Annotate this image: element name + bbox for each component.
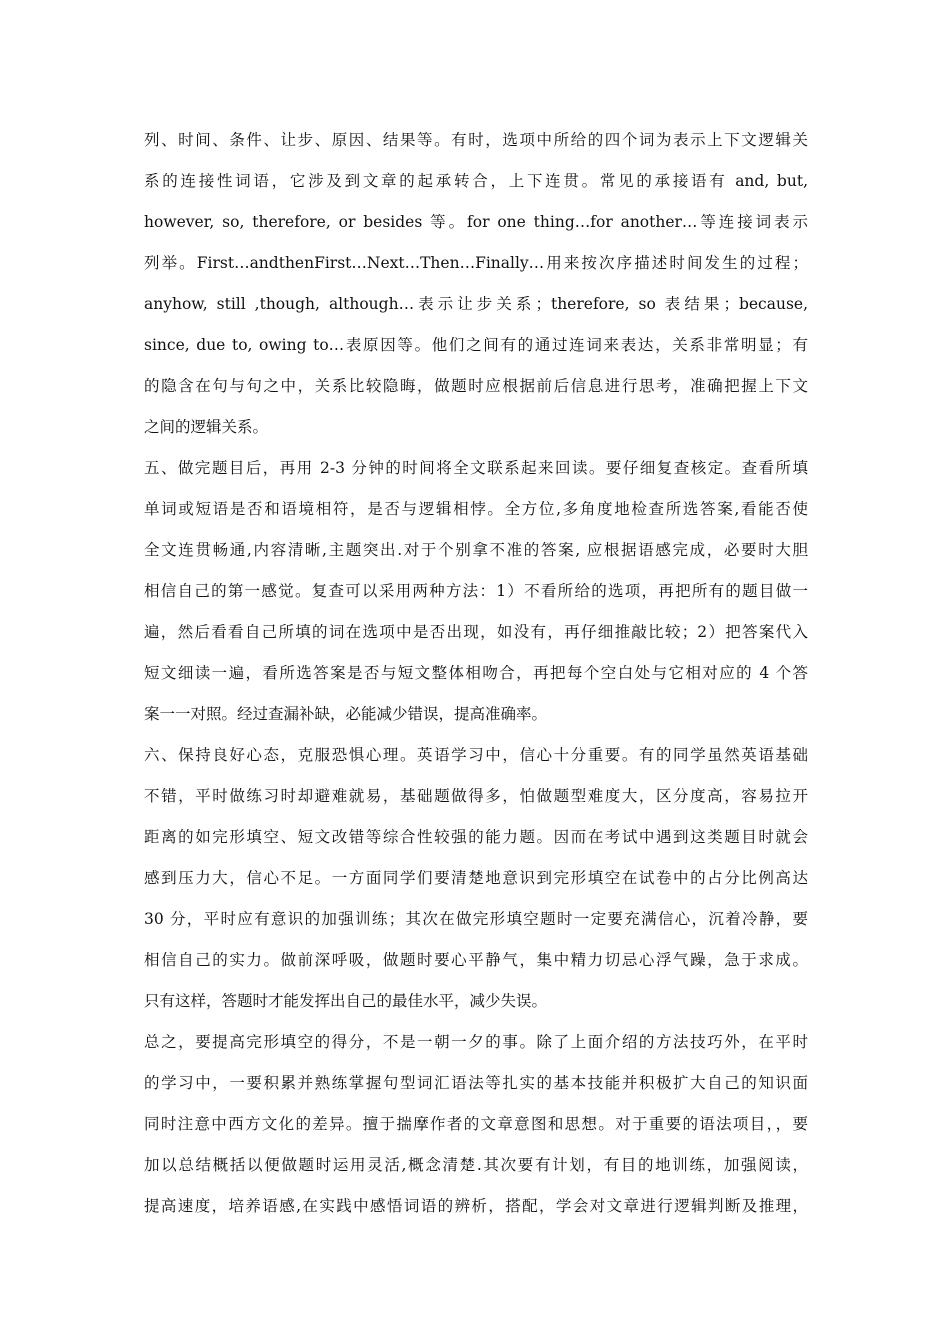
text-line: 相信自己的第一感觉。复查可以采用两种方法：1）不看所给的选项，再把所有的题目做一 (144, 582, 808, 600)
text-line: 加以总结概括以便做题时运用灵活,概念清楚.其次要有计划，有目的地训练，加强阅读， (144, 1156, 808, 1174)
text-line: 五、做完题目后，再用 2-3 分钟的时间将全文联系起来回读。要仔细复查核定。查看所填 (144, 459, 808, 477)
text-line: 六、保持良好心态，克服恐惧心理。英语学习中，信心十分重要。有的同学虽然英语基础 (144, 746, 808, 764)
text-line: since, due to, owing to…表原因等。他们之间有的通过连词来表达，关系非常明显；有 (144, 336, 808, 354)
text-line: 全文连贯畅通,内容清晰,主题突出.对于个别拿不准的答案, 应根据语感完成，必要时大胆 (144, 541, 808, 559)
text-line: anyhow, still ,though, although…表示让步关系；therefore, so 表结果；because, (144, 295, 808, 313)
text-line: 只有这样，答题时才能发挥出自己的最佳水平，减少失误。 (144, 992, 548, 1010)
text-line: 系的连接性词语，它涉及到文章的起承转合，上下连贯。常见的承接语有 and, but, (144, 172, 808, 190)
text-line: 单词或短语是否和语境相符，是否与逻辑相悖。全方位,多角度地检查所选答案,看能否使 (144, 500, 808, 518)
text-line: 之间的逻辑关系。 (144, 418, 269, 436)
text-line: 列举。First…andthenFirst…Next…Then…Finally…用来按次序描述时间发生的过程； (144, 254, 808, 272)
text-line: 不错，平时做练习时却避难就易，基础题做得多，怕做题型难度大，区分度高，容易拉开 (144, 787, 808, 805)
text-line: 感到压力大，信心不足。一方面同学们要清楚地意识到完形填空在试卷中的占分比例高达 (144, 869, 808, 887)
text-line: 提高速度，培养语感,在实践中感悟词语的辨析，搭配，学会对文章进行逻辑判断及推理， (144, 1197, 808, 1215)
text-line: 案一一对照。经过查漏补缺，必能减少错误，提高准确率。 (144, 705, 548, 723)
text-line: 总之，要提高完形填空的得分，不是一朝一夕的事。除了上面介绍的方法技巧外，在平时 (144, 1033, 808, 1051)
text-line: however, so, therefore, or besides 等。for one thing…for another…等连接词表示 (144, 213, 808, 231)
text-line: 的隐含在句与句之中，关系比较隐晦，做题时应根据前后信息进行思考，准确把握上下文 (144, 377, 808, 395)
text-line: 的学习中，一要积累并熟练掌握句型词汇语法等扎实的基本技能并积极扩大自己的知识面 (144, 1074, 808, 1092)
text-line: 相信自己的实力。做前深呼吸，做题时要心平静气，集中精力切忌心浮气躁，急于求成。 (144, 951, 808, 969)
text-line: 距离的如完形填空、短文改错等综合性较强的能力题。因而在考试中遇到这类题目时就会 (144, 828, 808, 846)
text-line: 30 分，平时应有意识的加强训练；其次在做完形填空题时一定要充满信心，沉着冷静，要 (144, 910, 808, 928)
document-page (144, 120, 808, 1227)
text-line: 遍，然后看看自己所填的词在选项中是否出现，如没有，再仔细推敲比较；2）把答案代入 (144, 623, 808, 641)
text-line: 同时注意中西方文化的差异。擅于揣摩作者的文章意图和思想。对于重要的语法项目，，要 (144, 1115, 808, 1133)
text-line: 短文细读一遍，看所选答案是否与短文整体相吻合，再把每个空白处与它相对应的 4 个答 (144, 664, 808, 682)
text-line: 列、时间、条件、让步、原因、结果等。有时，选项中所给的四个词为表示上下文逻辑关 (144, 131, 808, 149)
